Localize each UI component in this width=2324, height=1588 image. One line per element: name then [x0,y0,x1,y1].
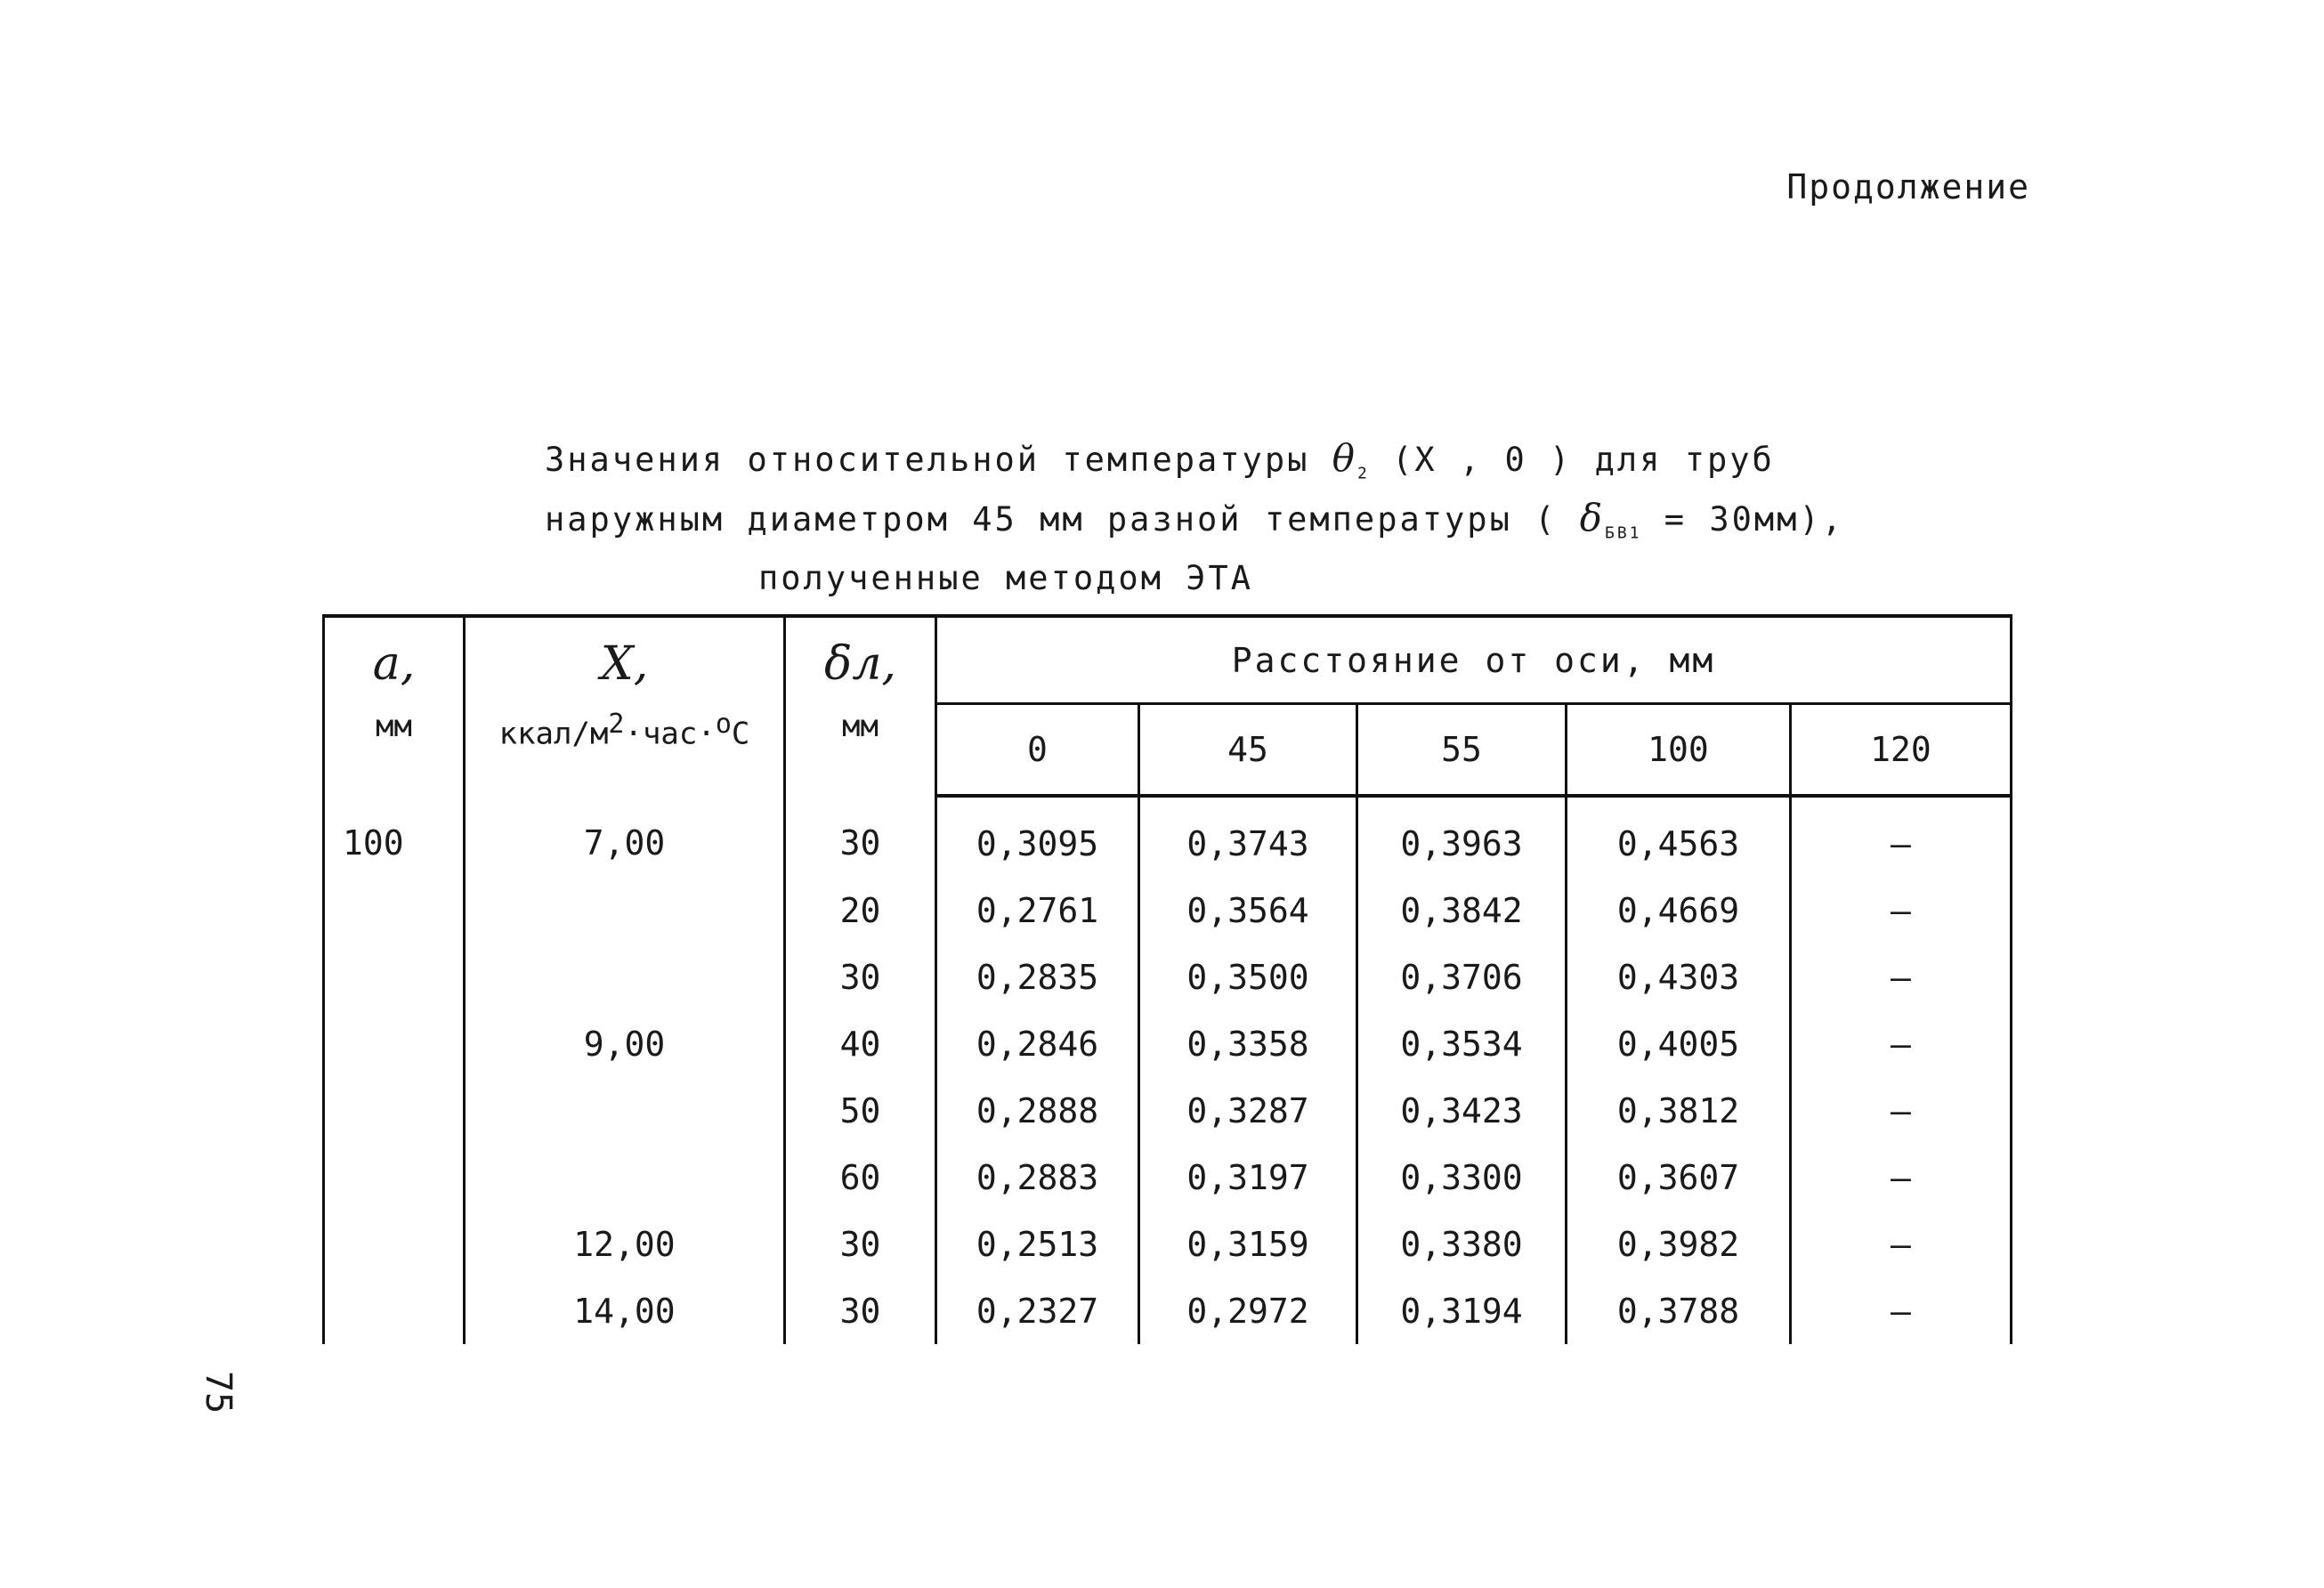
table-row [324,796,2012,877]
cell-value: 0,2972 [1139,1277,1357,1344]
cell-delta: 30 [785,944,936,1010]
cell-value: 0,3842 [1357,877,1567,944]
a-symbol: a, [372,637,416,691]
theta-symbol: θ [1332,436,1357,480]
cell-value: 0,3607 [1567,1144,1791,1211]
cell-value: 0,3743 [1139,796,1357,877]
caption-text: для труб [1594,441,1775,479]
cell-value: 0,3423 [1357,1077,1567,1144]
cell-a [324,1144,465,1211]
cell-value: 0,2883 [936,1144,1139,1211]
cell-a [324,944,465,1010]
header-col-0: 0 [936,704,1139,797]
cell-value: 0,3159 [1139,1211,1357,1277]
cell-value: 0,4563 [1567,796,1791,877]
cell-value: 0,3194 [1357,1277,1567,1344]
caption-line-2 [545,496,2058,555]
cell-x: 12,00 [465,1211,785,1277]
cell-value: 0,4669 [1567,877,1791,944]
delta-l-unit: мм [842,709,879,744]
x-unit-degree: o [715,709,732,740]
x-unit-text: C [731,716,750,752]
caption-args: (X , 0 ) [1392,441,1573,479]
x-unit-text: ·час· [624,716,716,752]
header-x [465,616,785,796]
caption-text: наружным диаметром 45 мм разной температуры ( [545,500,1558,539]
cell-value: 0,3706 [1357,944,1567,1010]
caption-line-1 [545,436,2058,496]
cell-value: 0,2327 [936,1277,1139,1344]
delta-subscript: БВ1 [1605,523,1642,543]
cell-value: 0,2513 [936,1211,1139,1277]
cell-value: 0,3095 [936,796,1139,877]
x-unit [466,709,783,751]
table-row [324,1010,2012,1077]
cell-x [465,944,785,1010]
cell-delta: 50 [785,1077,936,1144]
cell-delta: 30 [785,1211,936,1277]
cell-a [324,1077,465,1144]
x-unit-text: ккал/м [498,716,609,752]
header-col-45: 45 [1139,704,1357,797]
table-row [324,1144,2012,1211]
continuation-label: Продолжение [1786,167,2030,207]
cell-x: 14,00 [465,1277,785,1344]
cell-delta: 20 [785,877,936,944]
table-row [324,1211,2012,1277]
cell-value: 0,3287 [1139,1077,1357,1144]
cell-value: 0,2846 [936,1010,1139,1077]
cell-value: 0,2888 [936,1077,1139,1144]
table-row [324,877,2012,944]
page-number: 75 [198,1371,239,1414]
caption-text: = 30мм), [1664,500,1845,539]
cell-a [324,1211,465,1277]
data-table [322,614,2012,1344]
cell-x: 7,00 [465,796,785,877]
cell-value: 0,2761 [936,877,1139,944]
header-distance-group: Расстояние от оси, мм [936,616,2012,704]
x-unit-sup: 2 [608,709,625,740]
delta-symbol: δ [1579,496,1605,540]
cell-value: 0,4303 [1567,944,1791,1010]
cell-value: – [1791,1211,2012,1277]
cell-value: 0,3963 [1357,796,1567,877]
a-unit: мм [376,709,412,744]
cell-a [324,877,465,944]
cell-value: – [1791,877,2012,944]
cell-x: 9,00 [465,1010,785,1077]
cell-value: 0,2835 [936,944,1139,1010]
cell-value: – [1791,796,2012,877]
table-row [324,1077,2012,1144]
cell-delta: 60 [785,1144,936,1211]
cell-value: 0,3534 [1357,1010,1567,1077]
cell-value: – [1791,1077,2012,1144]
cell-value: – [1791,1144,2012,1211]
caption-line-3: полученные методом ЭТА [758,558,1254,597]
cell-value: 0,3812 [1567,1077,1791,1144]
cell-delta: 30 [785,1277,936,1344]
table-body [324,796,2012,1344]
header-col-55: 55 [1357,704,1567,797]
cell-value: 0,3380 [1357,1211,1567,1277]
cell-value: – [1791,1277,2012,1344]
table-row [324,944,2012,1010]
header-a [324,616,465,796]
cell-a: 100 [324,796,465,877]
cell-x [465,877,785,944]
cell-delta: 40 [785,1010,936,1077]
cell-value: – [1791,944,2012,1010]
table-row [324,1277,2012,1344]
delta-l-symbol: δл, [824,637,896,691]
cell-delta: 30 [785,796,936,877]
theta-subscript: 2 [1356,464,1370,483]
header-col-120: 120 [1791,704,2012,797]
cell-x [465,1077,785,1144]
cell-value: 0,3982 [1567,1211,1791,1277]
cell-a [324,1277,465,1344]
caption-text: Значения относительной температуры [545,441,1310,479]
cell-value: 0,3300 [1357,1144,1567,1211]
cell-value: 0,3500 [1139,944,1357,1010]
header-col-100: 100 [1567,704,1791,797]
x-symbol: X, [600,637,649,691]
cell-value: 0,3358 [1139,1010,1357,1077]
cell-value: 0,3197 [1139,1144,1357,1211]
cell-value: 0,3564 [1139,877,1357,944]
header-delta [785,616,936,796]
table-caption [545,436,2058,601]
cell-value: 0,3788 [1567,1277,1791,1344]
cell-value: 0,4005 [1567,1010,1791,1077]
cell-value: – [1791,1010,2012,1077]
cell-a [324,1010,465,1077]
cell-x [465,1144,785,1211]
